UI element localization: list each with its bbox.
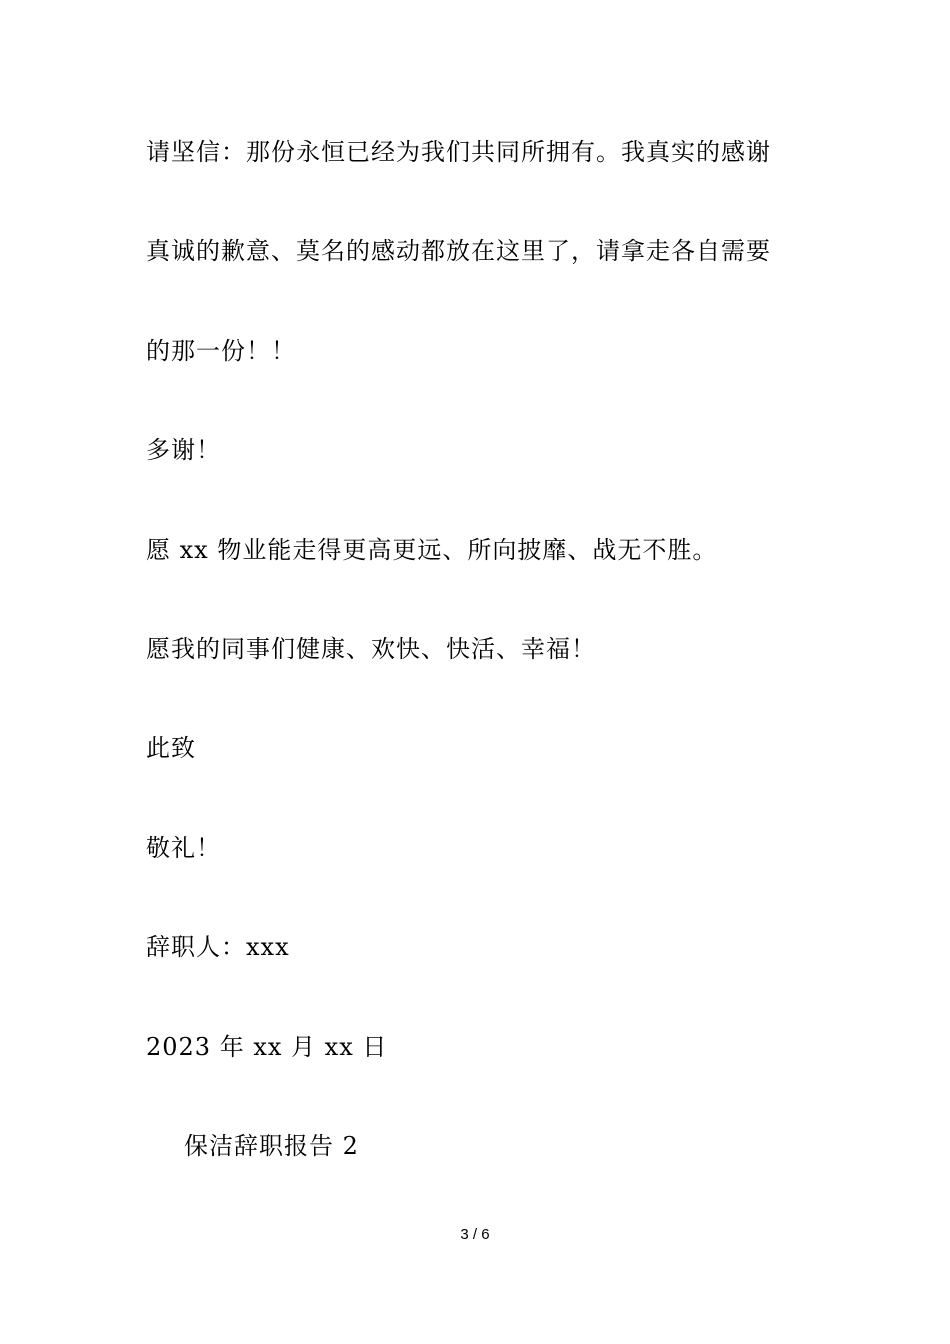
- section-heading: 保洁辞职报告 2: [184, 1132, 359, 1160]
- closing-line: 此致: [146, 734, 196, 762]
- wish-line: 愿我的同事们健康、欢快、快活、幸福！: [146, 635, 596, 663]
- salutation-line: 敬礼！: [146, 834, 221, 862]
- body-text-line: 请坚信：那份永恒已经为我们共同所拥有。我真实的感谢: [146, 138, 771, 166]
- signature-line: 辞职人：xxx: [146, 933, 290, 961]
- page-number: 3 / 6: [460, 1226, 490, 1243]
- body-text-line: 的那一份！！: [146, 337, 296, 365]
- date-line: 2023 年 xx 月 xx 日: [146, 1033, 388, 1061]
- wish-line: 愿 xx 物业能走得更高更远、所向披靡、战无不胜。: [146, 536, 718, 564]
- body-text-line: 真诚的歉意、莫名的感动都放在这里了，请拿走各自需要: [146, 237, 771, 265]
- thanks-line: 多谢！: [146, 436, 221, 464]
